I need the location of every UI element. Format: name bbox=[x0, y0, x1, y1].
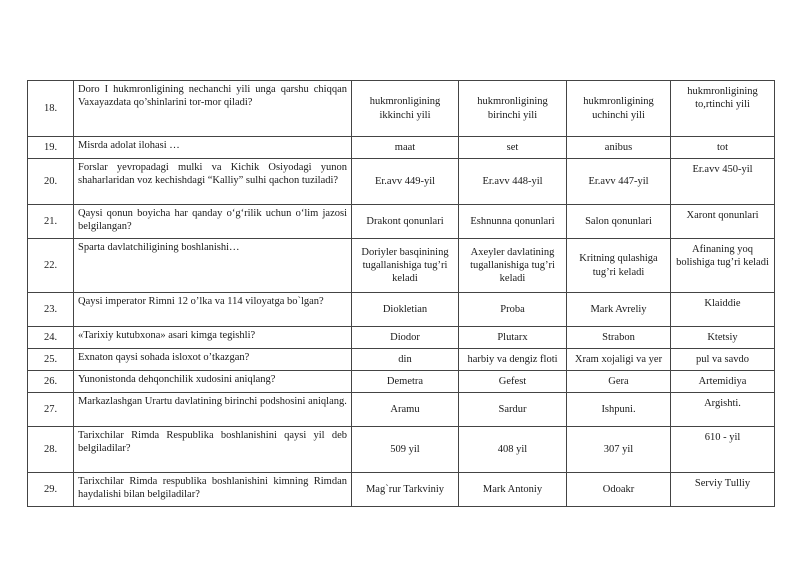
answer-option-1: Mag`rur Tarkviniy bbox=[352, 473, 459, 507]
answer-option-4: 610 - yil bbox=[671, 427, 775, 473]
answer-option-3: Kritning qulashiga tug’ri keladi bbox=[567, 239, 671, 293]
quiz-table-body bbox=[28, 81, 775, 507]
answer-option-4: Serviy Tulliy bbox=[671, 473, 775, 507]
answer-option-3: hukmronligining uchinchi yili bbox=[567, 81, 671, 137]
answer-option-3: Ishpuni. bbox=[567, 393, 671, 427]
question-number: 19. bbox=[28, 137, 74, 159]
question-text: Forslar yevropadagi mulki va Kichik Osiyodagi yunon shaharlaridan voz kechishdagi “Kalliy” sulhi qachon tuziladi? bbox=[74, 159, 352, 205]
answer-option-3: 307 yil bbox=[567, 427, 671, 473]
question-text: Qaysi qonun boyicha har qanday o‘g‘rilik uchun o‘lim jazosi belgilangan? bbox=[74, 205, 352, 239]
answer-option-4: Afinaning yoq bolishiga tug’ri keladi bbox=[671, 239, 775, 293]
answer-option-1: Er.avv 449-yil bbox=[352, 159, 459, 205]
answer-option-2: Eshnunna qonunlari bbox=[459, 205, 567, 239]
answer-option-2: Plutarx bbox=[459, 327, 567, 349]
question-number: 26. bbox=[28, 371, 74, 393]
answer-option-1: 509 yil bbox=[352, 427, 459, 473]
answer-option-1: Diodor bbox=[352, 327, 459, 349]
question-number: 28. bbox=[28, 427, 74, 473]
answer-option-3: Xram xojaligi va yer bbox=[567, 349, 671, 371]
answer-option-2: set bbox=[459, 137, 567, 159]
answer-option-3: Mark Avreliy bbox=[567, 293, 671, 327]
question-text: Sparta davlatchiligining boshlanishi… bbox=[74, 239, 352, 293]
table-row bbox=[28, 473, 775, 507]
answer-option-1: Drakont qonunlari bbox=[352, 205, 459, 239]
answer-option-4: pul va savdo bbox=[671, 349, 775, 371]
answer-option-3: Gera bbox=[567, 371, 671, 393]
answer-option-1: hukmronligining ikkinchi yili bbox=[352, 81, 459, 137]
question-text: Doro I hukmronligining nechanchi yili unga qarshu chiqqan Vaxayazdata qo’shinlarini tor-mor qiladi? bbox=[74, 81, 352, 137]
answer-option-3: Salon qonunlari bbox=[567, 205, 671, 239]
table-row bbox=[28, 349, 775, 371]
question-text: Tarixchilar Rimda respublika boshlanishini kimning Rimdan haydalishi bilan belgiladilar? bbox=[74, 473, 352, 507]
answer-option-2: Mark Antoniy bbox=[459, 473, 567, 507]
table-row bbox=[28, 293, 775, 327]
answer-option-4: Klaiddie bbox=[671, 293, 775, 327]
answer-option-3: anibus bbox=[567, 137, 671, 159]
table-row bbox=[28, 327, 775, 349]
answer-option-4: Ktetsiy bbox=[671, 327, 775, 349]
question-text: «Tarixiy kutubxona» asari kimga tegishli? bbox=[74, 327, 352, 349]
answer-option-2: hukmronligining birinchi yili bbox=[459, 81, 567, 137]
answer-option-3: Odoakr bbox=[567, 473, 671, 507]
table-row bbox=[28, 239, 775, 293]
answer-option-4: Er.avv 450-yil bbox=[671, 159, 775, 205]
answer-option-2: harbiy va dengiz floti bbox=[459, 349, 567, 371]
answer-option-2: Proba bbox=[459, 293, 567, 327]
question-text: Misrda adolat ilohasi … bbox=[74, 137, 352, 159]
question-text: Tarixchilar Rimda Respublika boshlanishini qaysi yil deb belgiladilar? bbox=[74, 427, 352, 473]
answer-option-1: Diokletian bbox=[352, 293, 459, 327]
question-number: 18. bbox=[28, 81, 74, 137]
answer-option-1: Doriyler basqinining tugallanishiga tug’ri keladi bbox=[352, 239, 459, 293]
answer-option-3: Strabon bbox=[567, 327, 671, 349]
answer-option-4: tot bbox=[671, 137, 775, 159]
table-row bbox=[28, 81, 775, 137]
table-row bbox=[28, 427, 775, 473]
question-number: 23. bbox=[28, 293, 74, 327]
answer-option-2: Gefest bbox=[459, 371, 567, 393]
question-text: Markazlashgan Urartu davlatining birinchi podshosini aniqlang. bbox=[74, 393, 352, 427]
table-row bbox=[28, 393, 775, 427]
answer-option-1: Aramu bbox=[352, 393, 459, 427]
question-text: Yunonistonda dehqonchilik xudosini aniqlang? bbox=[74, 371, 352, 393]
question-number: 29. bbox=[28, 473, 74, 507]
answer-option-4: Argishti. bbox=[671, 393, 775, 427]
question-number: 22. bbox=[28, 239, 74, 293]
answer-option-4: Artemidiya bbox=[671, 371, 775, 393]
quiz-table bbox=[27, 80, 775, 507]
answer-option-1: Demetra bbox=[352, 371, 459, 393]
question-text: Qaysi imperator Rimni 12 o’lka va 114 viloyatga bo`lgan? bbox=[74, 293, 352, 327]
answer-option-2: Axeyler davlatining tugallanishiga tug’ri keladi bbox=[459, 239, 567, 293]
answer-option-4: Xaront qonunlari bbox=[671, 205, 775, 239]
answer-option-1: maat bbox=[352, 137, 459, 159]
question-number: 20. bbox=[28, 159, 74, 205]
question-number: 27. bbox=[28, 393, 74, 427]
table-row bbox=[28, 371, 775, 393]
answer-option-1: din bbox=[352, 349, 459, 371]
question-text: Exnaton qaysi sohada isloxot o’tkazgan? bbox=[74, 349, 352, 371]
question-number: 24. bbox=[28, 327, 74, 349]
answer-option-4: hukmronligining to,rtinchi yili bbox=[671, 81, 775, 137]
answer-option-2: Sardur bbox=[459, 393, 567, 427]
question-number: 21. bbox=[28, 205, 74, 239]
answer-option-2: Er.avv 448-yil bbox=[459, 159, 567, 205]
answer-option-3: Er.avv 447-yil bbox=[567, 159, 671, 205]
question-number: 25. bbox=[28, 349, 74, 371]
answer-option-2: 408 yil bbox=[459, 427, 567, 473]
table-row bbox=[28, 159, 775, 205]
table-row bbox=[28, 137, 775, 159]
table-row bbox=[28, 205, 775, 239]
